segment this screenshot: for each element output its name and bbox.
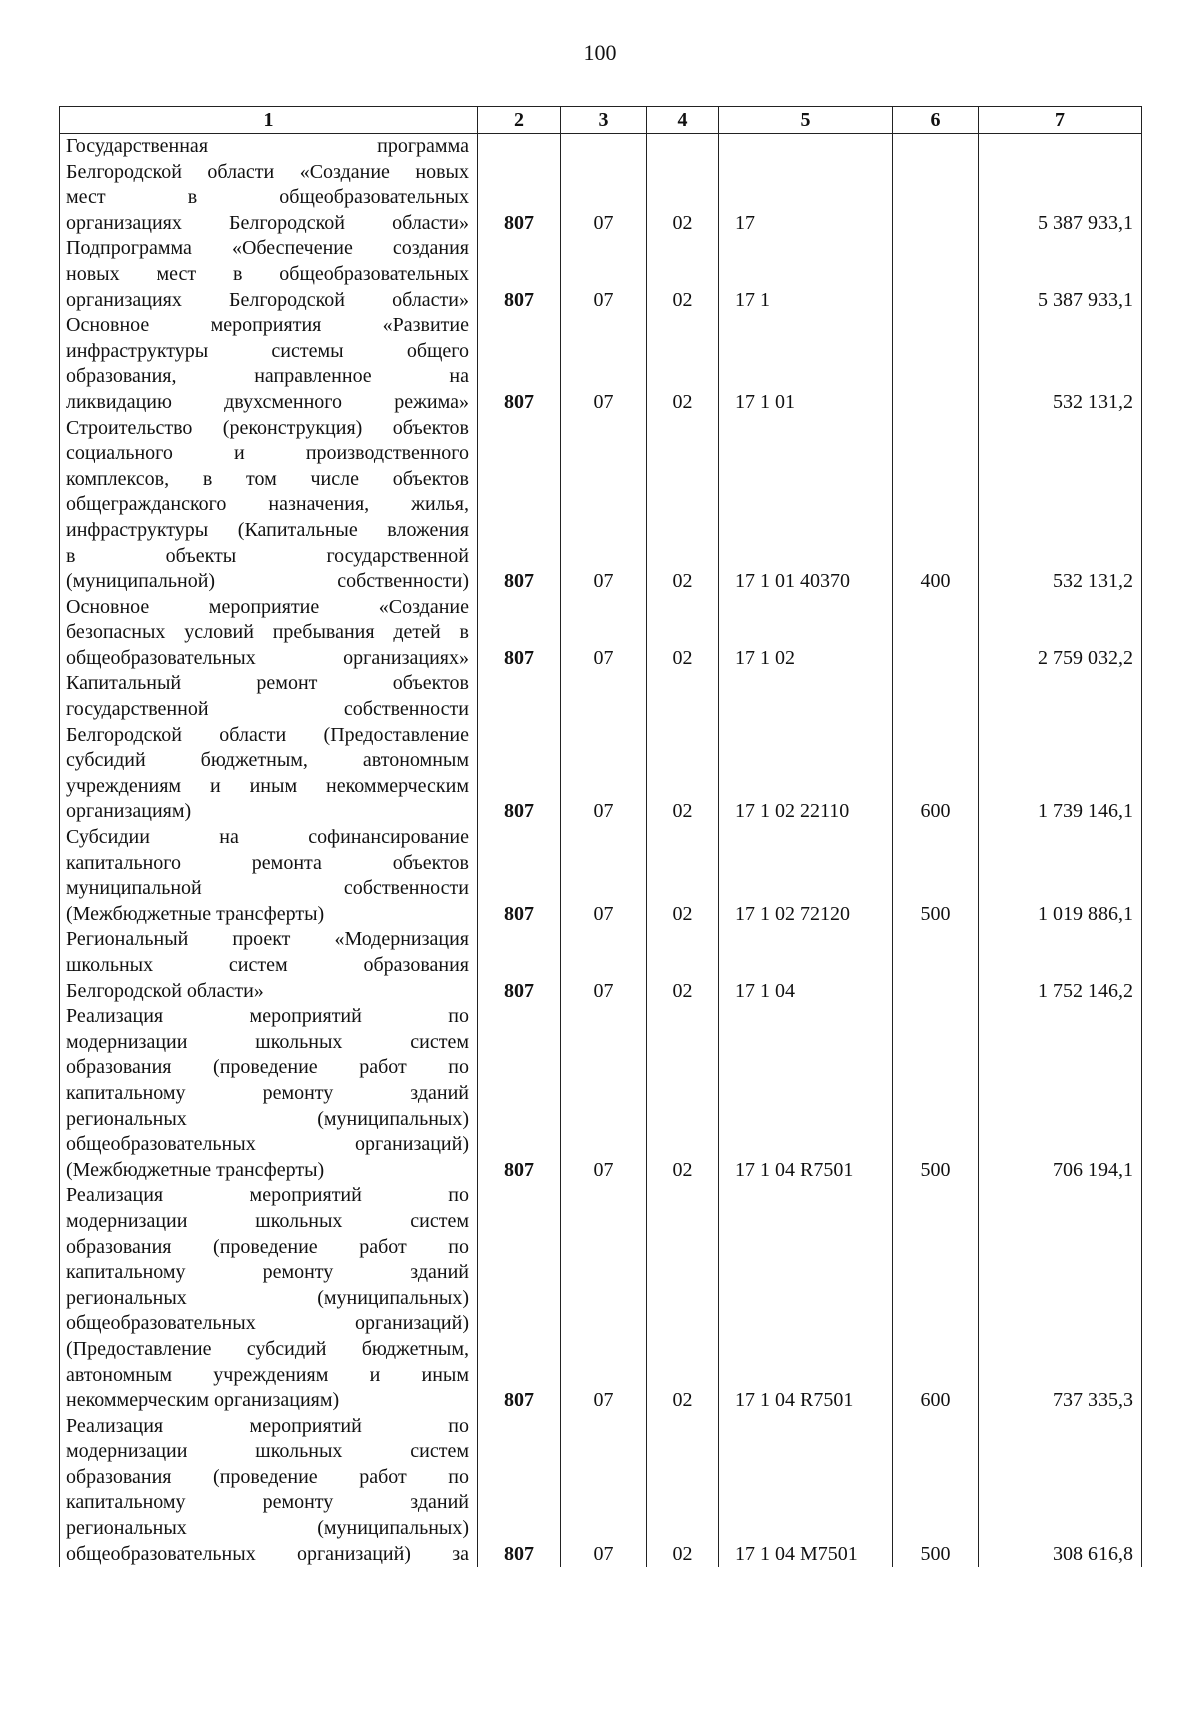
expense-type-code <box>893 134 979 237</box>
description-line: (Межбюджетные трансферты) <box>66 902 325 925</box>
description-line: организациям) <box>66 800 192 823</box>
description-line: (Предоставление субсидий бюджетным, <box>66 1337 469 1360</box>
description-line: новых мест в общеобразовательных <box>66 262 469 285</box>
subsection-code: 02 <box>647 236 719 313</box>
admin-code: 807 <box>478 134 561 237</box>
amount: 308 616,8 <box>979 1414 1142 1568</box>
description-line: Строительство (реконструкция) объектов <box>66 416 469 439</box>
description-line: Белгородской области «Создание новых <box>66 160 469 183</box>
description-line: региональных (муниципальных) <box>66 1107 469 1130</box>
expense-type-code: 600 <box>893 671 979 825</box>
description-line: Капитальный ремонт объектов <box>66 672 469 695</box>
admin-code: 807 <box>478 1183 561 1413</box>
expense-type-code: 500 <box>893 1414 979 1568</box>
admin-code: 807 <box>478 236 561 313</box>
table-row <box>60 236 1142 313</box>
row-description <box>60 236 478 313</box>
header-col-4: 4 <box>647 107 719 134</box>
description-line: Реализация мероприятий по <box>66 1005 469 1028</box>
description-line: организациях Белгородской области» <box>66 211 469 234</box>
header-col-7: 7 <box>979 107 1142 134</box>
description-line: Государственная программа <box>66 135 469 157</box>
header-row <box>60 107 1142 134</box>
row-description <box>60 595 478 672</box>
table-row <box>60 313 1142 415</box>
amount: 5 387 933,1 <box>979 134 1142 237</box>
description-line: организациях Белгородской области» <box>66 288 469 311</box>
description-line: инфраструктуры системы общего <box>66 339 469 362</box>
page-number: 100 <box>583 40 617 65</box>
expense-type-code: 400 <box>893 416 979 595</box>
table-row <box>60 825 1142 927</box>
description-line: учреждениям и иным некоммерческим <box>66 774 469 797</box>
section-code: 07 <box>561 236 647 313</box>
description-line: ликвидацию двухсменного режима» <box>66 390 469 413</box>
description-line: инфраструктуры (Капитальные вложения <box>66 518 469 541</box>
admin-code: 807 <box>478 825 561 927</box>
subsection-code: 02 <box>647 671 719 825</box>
amount: 706 194,1 <box>979 1004 1142 1183</box>
subsection-code: 02 <box>647 595 719 672</box>
row-description <box>60 134 478 237</box>
target-article-code: 17 1 04 <box>719 927 893 1004</box>
description-line: Реализация мероприятий по <box>66 1414 469 1437</box>
table-row <box>60 1183 1142 1413</box>
description-line: капитальному ремонту зданий <box>66 1491 469 1514</box>
admin-code: 807 <box>478 1414 561 1568</box>
description-line: Субсидии на софинансирование <box>66 826 469 849</box>
section-code: 07 <box>561 595 647 672</box>
table-row <box>60 595 1142 672</box>
target-article-code: 17 1 02 72120 <box>719 825 893 927</box>
row-description <box>60 927 478 1004</box>
section-code: 07 <box>561 313 647 415</box>
amount: 1 019 886,1 <box>979 825 1142 927</box>
expense-type-code: 600 <box>893 1183 979 1413</box>
description-line: общеобразовательных организаций) за <box>66 1542 469 1565</box>
description-line: комплексов, в том числе объектов <box>66 467 469 490</box>
target-article-code: 17 1 02 <box>719 595 893 672</box>
expense-type-code: 500 <box>893 1004 979 1183</box>
description-line: Реализация мероприятий по <box>66 1184 469 1207</box>
target-article-code: 17 1 01 <box>719 313 893 415</box>
subsection-code: 02 <box>647 825 719 927</box>
description-line: безопасных условий пребывания детей в <box>66 621 469 644</box>
expense-type-code: 500 <box>893 825 979 927</box>
amount: 737 335,3 <box>979 1183 1142 1413</box>
expense-type-code <box>893 313 979 415</box>
admin-code: 807 <box>478 927 561 1004</box>
description-line: государственной собственности <box>66 698 469 721</box>
description-line: образования (проведение работ по <box>66 1465 469 1488</box>
section-code: 07 <box>561 416 647 595</box>
description-line: общеобразовательных организациях» <box>66 646 469 669</box>
description-line: общегражданского назначения, жилья, <box>66 493 469 516</box>
admin-code: 807 <box>478 1004 561 1183</box>
description-line: школьных систем образования <box>66 954 469 976</box>
subsection-code: 02 <box>647 313 719 415</box>
subsection-code: 02 <box>647 416 719 595</box>
subsection-code: 02 <box>647 1004 719 1183</box>
description-line: общеобразовательных организаций) <box>66 1312 469 1335</box>
description-line: Основное мероприятия «Развитие <box>66 314 469 337</box>
description-line: модернизации школьных систем <box>66 1440 469 1463</box>
table-row <box>60 416 1142 595</box>
target-article-code: 17 1 02 22110 <box>719 671 893 825</box>
section-code: 07 <box>561 1414 647 1568</box>
description-line: (муниципальной) собственности) <box>66 570 469 593</box>
row-description <box>60 825 478 927</box>
section-code: 07 <box>561 671 647 825</box>
header-col-3: 3 <box>561 107 647 134</box>
expense-type-code <box>893 927 979 1004</box>
section-code: 07 <box>561 1183 647 1413</box>
description-line: образования (проведение работ по <box>66 1056 469 1079</box>
target-article-code: 17 1 <box>719 236 893 313</box>
description-line: в объекты государственной <box>66 544 469 567</box>
table-row <box>60 671 1142 825</box>
table-row <box>60 927 1142 1004</box>
section-code: 07 <box>561 134 647 237</box>
table-row <box>60 1004 1142 1183</box>
amount: 2 759 032,2 <box>979 595 1142 672</box>
subsection-code: 02 <box>647 927 719 1004</box>
description-line: образования, направленное на <box>66 365 469 388</box>
description-line: капитального ремонта объектов <box>66 851 469 874</box>
table-row <box>60 134 1142 237</box>
admin-code: 807 <box>478 416 561 595</box>
row-description <box>60 416 478 595</box>
target-article-code: 17 1 04 R7501 <box>719 1004 893 1183</box>
description-line: модернизации школьных систем <box>66 1030 469 1053</box>
description-line: автономным учреждениям и иным <box>66 1363 469 1386</box>
description-line: Белгородской области (Предоставление <box>66 723 469 746</box>
subsection-code: 02 <box>647 1414 719 1568</box>
expense-type-code <box>893 595 979 672</box>
target-article-code: 17 1 04 M7501 <box>719 1414 893 1568</box>
amount: 1 739 146,1 <box>979 671 1142 825</box>
description-line: региональных (муниципальных) <box>66 1517 469 1540</box>
table-row <box>60 1414 1142 1568</box>
row-description <box>60 671 478 825</box>
description-line: общеобразовательных организаций) <box>66 1133 469 1156</box>
section-code: 07 <box>561 927 647 1004</box>
admin-code: 807 <box>478 671 561 825</box>
description-line: капитальному ремонту зданий <box>66 1261 469 1284</box>
description-line: Белгородской области» <box>66 979 264 1002</box>
row-description <box>60 1183 478 1413</box>
description-line: Основное мероприятие «Создание <box>66 595 469 618</box>
description-line: капитальному ремонту зданий <box>66 1081 469 1104</box>
row-description <box>60 1414 478 1568</box>
header-col-6: 6 <box>893 107 979 134</box>
amount: 1 752 146,2 <box>979 927 1142 1004</box>
subsection-code: 02 <box>647 1183 719 1413</box>
description-line: субсидий бюджетным, автономным <box>66 749 469 772</box>
header-col-5: 5 <box>719 107 893 134</box>
description-line: муниципальной собственности <box>66 877 469 900</box>
row-description <box>60 313 478 415</box>
section-code: 07 <box>561 825 647 927</box>
row-description <box>60 1004 478 1183</box>
description-line: мест в общеобразовательных <box>66 186 469 209</box>
header-col-1: 1 <box>60 107 478 134</box>
description-line: некоммерческим организациям) <box>66 1389 340 1412</box>
description-line: модернизации школьных систем <box>66 1209 469 1232</box>
target-article-code: 17 <box>719 134 893 237</box>
description-line: Подпрограмма «Обеспечение создания <box>66 237 469 260</box>
description-line: социального и производственного <box>66 442 469 465</box>
subsection-code: 02 <box>647 134 719 237</box>
description-line: образования (проведение работ по <box>66 1235 469 1258</box>
target-article-code: 17 1 01 40370 <box>719 416 893 595</box>
description-line: региональных (муниципальных) <box>66 1286 469 1309</box>
amount: 532 131,2 <box>979 416 1142 595</box>
description-line: (Межбюджетные трансферты) <box>66 1158 325 1181</box>
section-code: 07 <box>561 1004 647 1183</box>
budget-table <box>59 106 1142 1567</box>
expense-type-code <box>893 236 979 313</box>
admin-code: 807 <box>478 313 561 415</box>
header-col-2: 2 <box>478 107 561 134</box>
admin-code: 807 <box>478 595 561 672</box>
amount: 532 131,2 <box>979 313 1142 415</box>
description-line: Региональный проект «Модернизация <box>66 928 469 951</box>
target-article-code: 17 1 04 R7501 <box>719 1183 893 1413</box>
amount: 5 387 933,1 <box>979 236 1142 313</box>
